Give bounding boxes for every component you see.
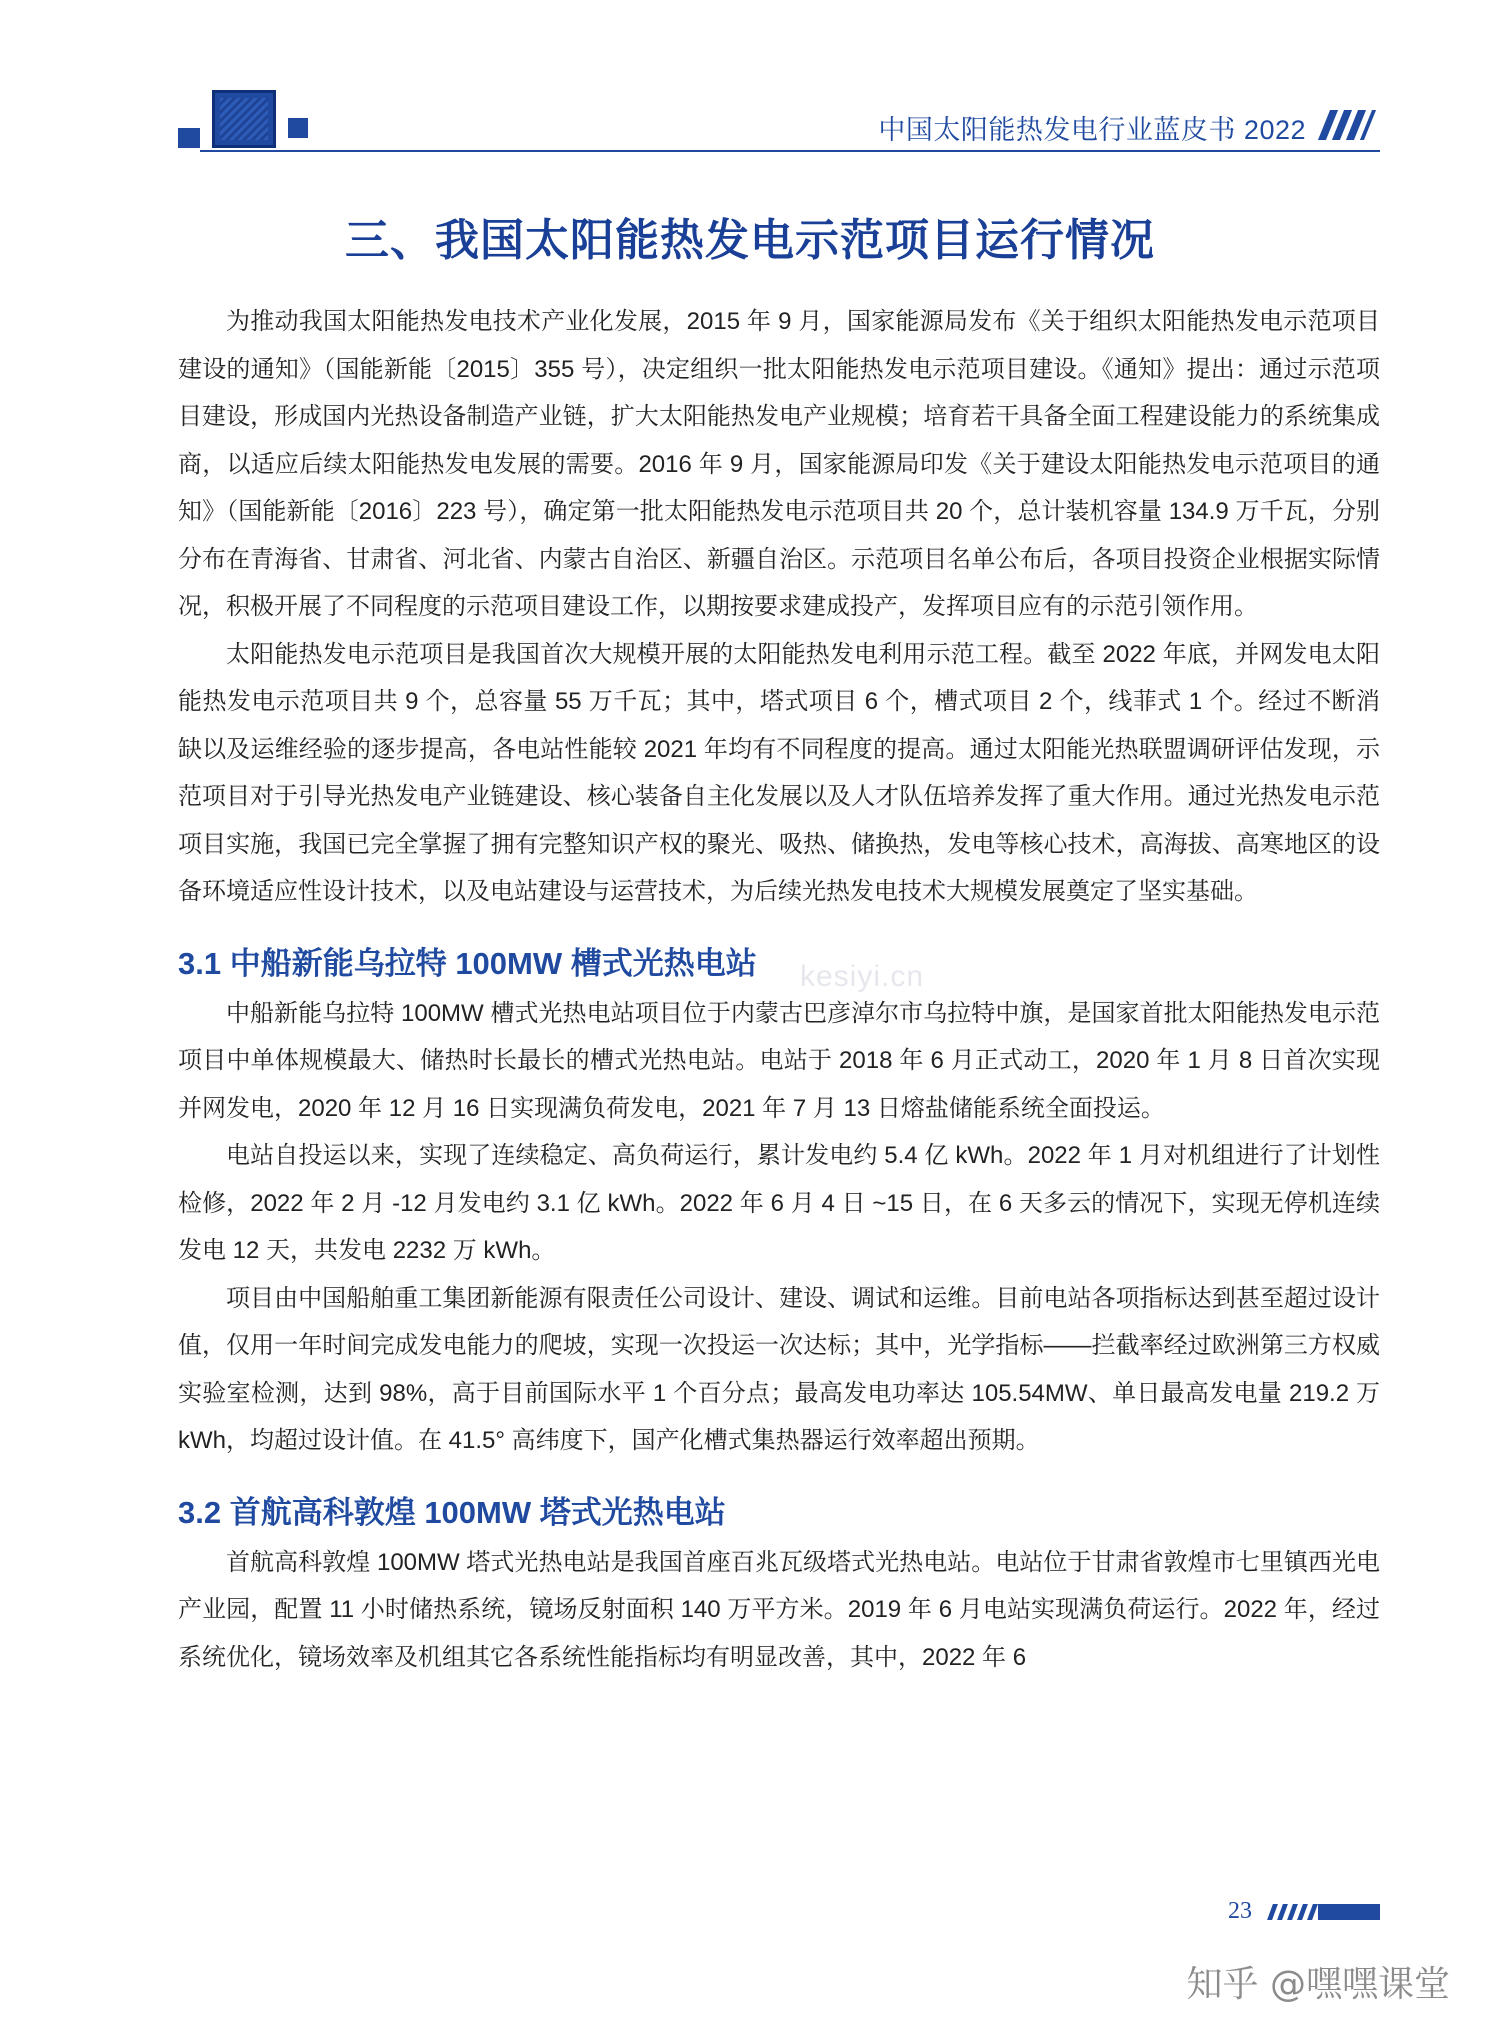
section-heading-3-1: 3.1 中船新能乌拉特 100MW 槽式光热电站 (178, 945, 757, 981)
page-number: 23 (1228, 1898, 1252, 1924)
header-divider (200, 150, 1380, 152)
page-body (178, 298, 1380, 1681)
header-slash-icon (1318, 110, 1372, 140)
chapter-title: 三、我国太阳能热发电示范项目运行情况 (345, 215, 1155, 266)
section-3-1-paragraph-1: 中船新能乌拉特 100MW 槽式光热电站项目位于内蒙古巴彦淖尔市乌拉特中旗，是国家首批太阳能热发电示范项目中单体规模最大、储热时长最长的槽式光热电站。电站于 2018 年 6 月正式动工，2020 年 1 月 8 日首次实现并网发电，2020 年 12 月 16 日实现满负荷发电，2021 年 7 月 13 日熔盐储能系统全面投运。 (178, 999, 1380, 1122)
section-heading-3-2: 3.2 首航高科敦煌 100MW 塔式光热电站 (178, 1494, 726, 1530)
decor-square-small-left (178, 128, 200, 148)
footer-bar (1318, 1904, 1380, 1920)
section-3-2-paragraph-1: 首航高科敦煌 100MW 塔式光热电站是我国首座百兆瓦级塔式光热电站。电站位于甘肃省敦煌市七里镇西光电产业园，配置 11 小时储热系统，镜场反射面积 140 万平方米。2019 年 6 月电站实现满负荷运行。2022 年，经过系统优化，镜场效率及机组其它各系统性能指标均有明显改善，其中，2022 年 6 (178, 1548, 1380, 1671)
corner-watermark: 知乎 @嘿嘿课堂 (1186, 1964, 1450, 2005)
section-3-1-paragraph-3: 项目由中国船舶重工集团新能源有限责任公司设计、建设、调试和运维。目前电站各项指标达到甚至超过设计值，仅用一年时间完成发电能力的爬坡，实现一次投运一次达标；其中，光学指标——拦截率经过欧洲第三方权威实验室检测，达到 98%，高于目前国际水平 1 个百分点；最高发电功率达 105.54MW、单日最高发电量 219.2 万 kWh，均超过设计值。在 41.5° 高纬度下，国产化槽式集热器运行效率超出预期。 (178, 1284, 1380, 1454)
watermark-center: kesiyi.cn (800, 960, 925, 993)
book-title: 中国太阳能热发电行业蓝皮书 2022 (878, 115, 1306, 145)
decor-square-large (212, 90, 276, 148)
section-3-1-paragraph-2: 电站自投运以来，实现了连续稳定、高负荷运行，累计发电约 5.4 亿 kWh。2022 年 1 月对机组进行了计划性检修，2022 年 2 月 -12 月发电约 3.1 亿 kWh。2022 年 6 月 4 日 ~15 日，在 6 天多云的情况下，实现无停机连续发电 12 天，共发电 2232 万 kWh。 (178, 1142, 1380, 1264)
intro-paragraph-2: 太阳能热发电示范项目是我国首次大规模开展的太阳能热发电利用示范工程。截至 2022 年底，并网发电太阳能热发电示范项目共 9 个，总容量 55 万千瓦；其中，塔式项目 6 个，槽式项目 2 个，线菲式 1 个。经过不断消缺以及运维经验的逐步提高，各电站性能较 2021 年均有不同程度的提高。通过太阳能光热联盟调研评估发现，示范项目对于引导光热发电产业链建设、核心装备自主化发展以及人才队伍培养发挥了重大作用。通过光热发电示范项目实施，我国已完全掌握了拥有完整知识产权的聚光、吸热、储换热，发电等核心技术，高海拔、高寒地区的设备环境适应性设计技术，以及电站建设与运营技术，为后续光热发电技术大规模发展奠定了坚实基础。 (178, 640, 1380, 905)
decor-square-small-right (288, 118, 308, 138)
intro-paragraph-1: 为推动我国太阳能热发电技术产业化发展，2015 年 9 月，国家能源局发布《关于组织太阳能热发电示范项目建设的通知》（国能新能〔2015〕355 号），决定组织一批太阳能热发电示范项目建设。《通知》提出：通过示范项目建设，形成国内光热设备制造产业链，扩大太阳能热发电产业规模；培育若干具备全面工程建设能力的系统集成商，以适应后续太阳能热发电发展的需要。2016 年 9 月，国家能源局印发《关于建设太阳能热发电示范项目的通知》（国能新能〔2016〕223 号），确定第一批太阳能热发电示范项目共 20 个，总计装机容量 134.9 万千瓦，分别分布在青海省、甘肃省、河北省、内蒙古自治区、新疆自治区。示范项目名单公布后，各项目投资企业根据实际情况，积极开展了不同程度的示范项目建设工作，以期按要求建成投产，发挥项目应有的示范引领作用。 (178, 308, 1380, 620)
header-logo-decoration (178, 90, 308, 152)
